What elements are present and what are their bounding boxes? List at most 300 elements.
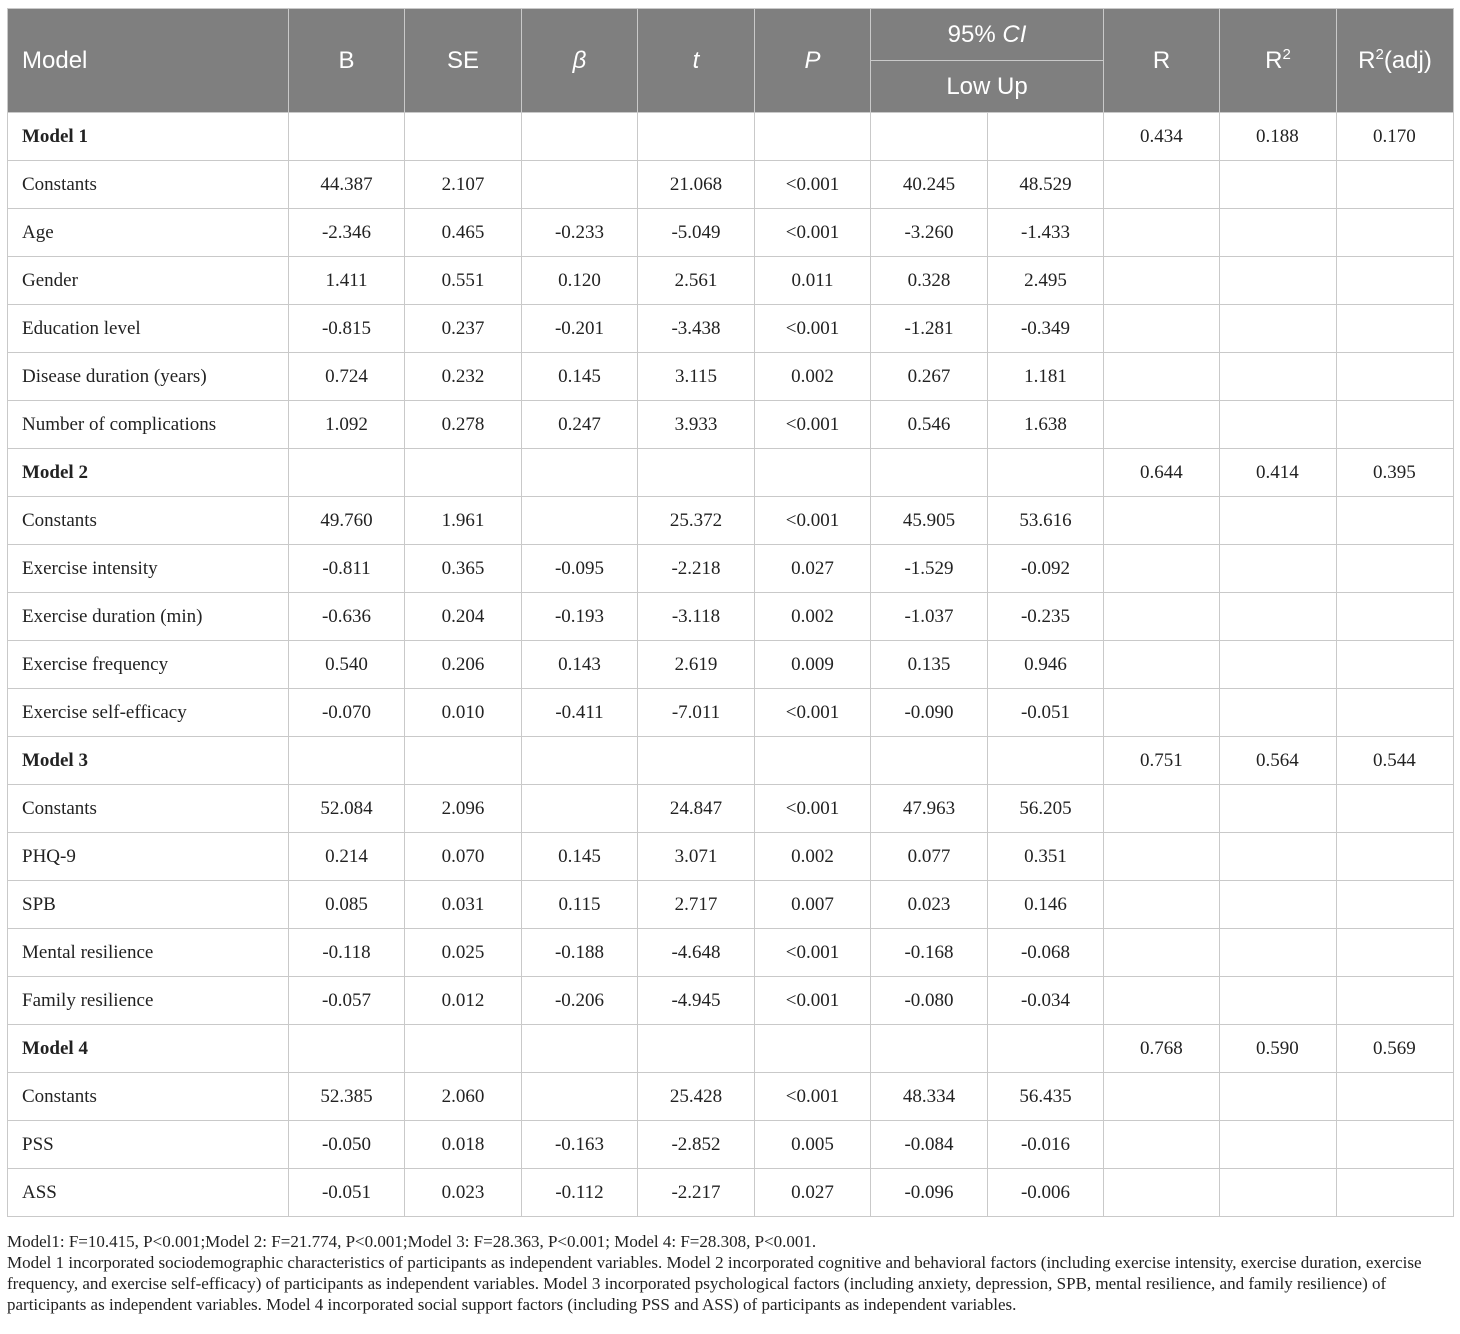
variable-label: PHQ-9 <box>8 833 289 881</box>
t-value: -2.852 <box>638 1121 755 1169</box>
empty-cell <box>1104 497 1220 545</box>
r2adj-value: 0.170 <box>1337 113 1454 161</box>
empty-cell <box>638 1025 755 1073</box>
empty-cell <box>1220 929 1337 977</box>
r-value: 0.768 <box>1104 1025 1220 1073</box>
header-r2adj-base: R <box>1358 46 1376 74</box>
p-value: <0.001 <box>755 1073 871 1121</box>
p-value: 0.002 <box>755 593 871 641</box>
ci-up-value: -1.433 <box>988 209 1104 257</box>
beta-value: -0.201 <box>522 305 638 353</box>
p-value: 0.027 <box>755 545 871 593</box>
r2-value: 0.188 <box>1220 113 1337 161</box>
empty-cell <box>755 113 871 161</box>
empty-cell <box>871 449 988 497</box>
table-row <box>8 209 1454 257</box>
beta-value <box>522 161 638 209</box>
empty-cell <box>871 113 988 161</box>
empty-cell <box>1220 689 1337 737</box>
empty-cell <box>1220 209 1337 257</box>
empty-cell <box>405 737 522 785</box>
empty-cell <box>405 113 522 161</box>
ci-low-value: 0.328 <box>871 257 988 305</box>
empty-cell <box>522 1025 638 1073</box>
table-row <box>8 497 1454 545</box>
empty-cell <box>1104 641 1220 689</box>
empty-cell <box>522 737 638 785</box>
ci-up-value: 48.529 <box>988 161 1104 209</box>
se-value: 0.551 <box>405 257 522 305</box>
empty-cell <box>1220 257 1337 305</box>
notes-description: Model 1 incorporated sociodemographic characteristics of participants as independent variables. Model 2 incorporated cognitive and behavioral factors (including exercise intensity, exercise duration, exercise frequency, and exercise self-efficacy) of participants as independent variables. Model 3 incorporated psychological factors (including anxiety, depression, SPB, mental resilience, and family resilience) of participants as independent variables. Model 4 incorporated social support factors (including PSS and ASS) of participants as independent variables. <box>7 1253 1422 1314</box>
b-value: -0.070 <box>289 689 405 737</box>
r2-value: 0.564 <box>1220 737 1337 785</box>
header-r2-sup: 2 <box>1282 45 1291 63</box>
empty-cell <box>1337 881 1454 929</box>
variable-label: Disease duration (years) <box>8 353 289 401</box>
ci-up-value: -0.006 <box>988 1169 1104 1217</box>
empty-cell <box>405 1025 522 1073</box>
regression-table <box>7 8 1454 1217</box>
empty-cell <box>1337 1073 1454 1121</box>
empty-cell <box>1337 641 1454 689</box>
empty-cell <box>289 113 405 161</box>
r2adj-value: 0.544 <box>1337 737 1454 785</box>
p-value: <0.001 <box>755 785 871 833</box>
table-row <box>8 401 1454 449</box>
ci-low-value: 40.245 <box>871 161 988 209</box>
empty-cell <box>1220 641 1337 689</box>
ci-low-value: 0.267 <box>871 353 988 401</box>
ci-low-value: -0.096 <box>871 1169 988 1217</box>
model-row <box>8 449 1454 497</box>
t-value: 25.372 <box>638 497 755 545</box>
b-value: -0.118 <box>289 929 405 977</box>
ci-low-value: -0.080 <box>871 977 988 1025</box>
empty-cell <box>1337 1169 1454 1217</box>
beta-value: 0.145 <box>522 353 638 401</box>
empty-cell <box>1220 1121 1337 1169</box>
ci-low-value: -1.281 <box>871 305 988 353</box>
se-value: 0.237 <box>405 305 522 353</box>
table-notes <box>7 1231 1453 1315</box>
header-se: SE <box>405 9 522 113</box>
table-row <box>8 881 1454 929</box>
r2-value: 0.590 <box>1220 1025 1337 1073</box>
t-value: 2.561 <box>638 257 755 305</box>
ci-up-value: 56.435 <box>988 1073 1104 1121</box>
empty-cell <box>1104 1169 1220 1217</box>
t-value: 2.717 <box>638 881 755 929</box>
table-row <box>8 977 1454 1025</box>
empty-cell <box>1104 785 1220 833</box>
empty-cell <box>289 1025 405 1073</box>
ci-up-value: -0.068 <box>988 929 1104 977</box>
ci-low-value: 0.135 <box>871 641 988 689</box>
ci-up-value: -0.016 <box>988 1121 1104 1169</box>
empty-cell <box>1220 881 1337 929</box>
empty-cell <box>1220 785 1337 833</box>
ci-low-value: 0.546 <box>871 401 988 449</box>
empty-cell <box>1104 401 1220 449</box>
table-row <box>8 1121 1454 1169</box>
variable-label: Gender <box>8 257 289 305</box>
empty-cell <box>755 449 871 497</box>
ci-low-value: 0.077 <box>871 833 988 881</box>
empty-cell <box>405 449 522 497</box>
model-row <box>8 1025 1454 1073</box>
variable-label: SPB <box>8 881 289 929</box>
ci-up-value: 1.638 <box>988 401 1104 449</box>
p-value: <0.001 <box>755 497 871 545</box>
empty-cell <box>1104 545 1220 593</box>
beta-value: -0.411 <box>522 689 638 737</box>
variable-label: ASS <box>8 1169 289 1217</box>
b-value: -0.050 <box>289 1121 405 1169</box>
header-r2 <box>1220 9 1337 113</box>
empty-cell <box>1337 401 1454 449</box>
empty-cell <box>1337 353 1454 401</box>
ci-low-value: -3.260 <box>871 209 988 257</box>
ci-up-value: 1.181 <box>988 353 1104 401</box>
variable-label: PSS <box>8 1121 289 1169</box>
b-value: 1.092 <box>289 401 405 449</box>
ci-up-value: 0.946 <box>988 641 1104 689</box>
header-r2adj <box>1337 9 1454 113</box>
beta-value: 0.115 <box>522 881 638 929</box>
ci-low-value: 0.023 <box>871 881 988 929</box>
header-r: R <box>1104 9 1220 113</box>
table-row <box>8 305 1454 353</box>
variable-label: Number of complications <box>8 401 289 449</box>
ci-up-value: 0.146 <box>988 881 1104 929</box>
empty-cell <box>1104 1073 1220 1121</box>
empty-cell <box>1337 257 1454 305</box>
empty-cell <box>1104 833 1220 881</box>
p-value: <0.001 <box>755 305 871 353</box>
r-value: 0.751 <box>1104 737 1220 785</box>
t-value: 25.428 <box>638 1073 755 1121</box>
p-value: 0.027 <box>755 1169 871 1217</box>
header-low-up: Low Up <box>871 61 1104 113</box>
t-value: -3.438 <box>638 305 755 353</box>
table-row <box>8 593 1454 641</box>
table-row <box>8 929 1454 977</box>
se-value: 2.096 <box>405 785 522 833</box>
se-value: 0.206 <box>405 641 522 689</box>
b-value: -0.811 <box>289 545 405 593</box>
beta-value: 0.247 <box>522 401 638 449</box>
t-value: 2.619 <box>638 641 755 689</box>
se-value: 0.025 <box>405 929 522 977</box>
empty-cell <box>1220 977 1337 1025</box>
se-value: 1.961 <box>405 497 522 545</box>
ci-up-value: -0.349 <box>988 305 1104 353</box>
variable-label: Constants <box>8 785 289 833</box>
variable-label: Exercise self-efficacy <box>8 689 289 737</box>
b-value: 0.085 <box>289 881 405 929</box>
beta-value: -0.188 <box>522 929 638 977</box>
empty-cell <box>1104 353 1220 401</box>
empty-cell <box>988 449 1104 497</box>
ci-up-value: 2.495 <box>988 257 1104 305</box>
empty-cell <box>289 737 405 785</box>
se-value: 0.278 <box>405 401 522 449</box>
p-value: <0.001 <box>755 689 871 737</box>
se-value: 0.023 <box>405 1169 522 1217</box>
header-r2-base: R <box>1265 46 1283 74</box>
se-value: 0.465 <box>405 209 522 257</box>
b-value: 52.084 <box>289 785 405 833</box>
empty-cell <box>1220 401 1337 449</box>
header-p: P <box>755 9 871 113</box>
empty-cell <box>1337 833 1454 881</box>
variable-label: Age <box>8 209 289 257</box>
table-row <box>8 833 1454 881</box>
empty-cell <box>1104 689 1220 737</box>
ci-up-value: 53.616 <box>988 497 1104 545</box>
ci-up-value: 56.205 <box>988 785 1104 833</box>
model-row <box>8 737 1454 785</box>
empty-cell <box>638 737 755 785</box>
ci-up-value: -0.051 <box>988 689 1104 737</box>
p-value: <0.001 <box>755 977 871 1025</box>
se-value: 0.031 <box>405 881 522 929</box>
table-row <box>8 1073 1454 1121</box>
beta-value: -0.112 <box>522 1169 638 1217</box>
b-value: 52.385 <box>289 1073 405 1121</box>
b-value: -0.636 <box>289 593 405 641</box>
empty-cell <box>1337 209 1454 257</box>
empty-cell <box>1337 545 1454 593</box>
empty-cell <box>1337 593 1454 641</box>
empty-cell <box>638 449 755 497</box>
beta-value <box>522 1073 638 1121</box>
p-value: <0.001 <box>755 161 871 209</box>
t-value: -2.218 <box>638 545 755 593</box>
model-row <box>8 113 1454 161</box>
p-value: <0.001 <box>755 401 871 449</box>
model-label: Model 4 <box>8 1025 289 1073</box>
empty-cell <box>1104 161 1220 209</box>
empty-cell <box>1337 497 1454 545</box>
p-value: 0.007 <box>755 881 871 929</box>
empty-cell <box>1337 977 1454 1025</box>
empty-cell <box>522 449 638 497</box>
t-value: -4.945 <box>638 977 755 1025</box>
b-value: -2.346 <box>289 209 405 257</box>
empty-cell <box>755 737 871 785</box>
ci-low-value: -1.529 <box>871 545 988 593</box>
empty-cell <box>1220 497 1337 545</box>
notes-fstats: Model1: F=10.415, P<0.001;Model 2: F=21.774, P<0.001;Model 3: F=28.363, P<0.001; Model 4: F=28.308, P<0.001. <box>7 1232 817 1251</box>
empty-cell <box>1104 593 1220 641</box>
beta-value: -0.163 <box>522 1121 638 1169</box>
ci-low-value: -0.168 <box>871 929 988 977</box>
beta-value: -0.095 <box>522 545 638 593</box>
p-value: 0.009 <box>755 641 871 689</box>
header-r2adj-suffix: (adj) <box>1383 46 1432 74</box>
table-row <box>8 1169 1454 1217</box>
variable-label: Constants <box>8 161 289 209</box>
ci-low-value: 45.905 <box>871 497 988 545</box>
header-ci <box>871 9 1104 61</box>
se-value: 0.070 <box>405 833 522 881</box>
empty-cell <box>1104 881 1220 929</box>
empty-cell <box>1220 353 1337 401</box>
b-value: -0.057 <box>289 977 405 1025</box>
beta-value: 0.145 <box>522 833 638 881</box>
empty-cell <box>1337 305 1454 353</box>
beta-value: 0.143 <box>522 641 638 689</box>
p-value: 0.002 <box>755 833 871 881</box>
beta-value: -0.233 <box>522 209 638 257</box>
header-beta: β <box>522 9 638 113</box>
r2adj-value: 0.395 <box>1337 449 1454 497</box>
table-row <box>8 689 1454 737</box>
empty-cell <box>289 449 405 497</box>
ci-low-value: 48.334 <box>871 1073 988 1121</box>
ci-low-value: -0.090 <box>871 689 988 737</box>
se-value: 0.018 <box>405 1121 522 1169</box>
empty-cell <box>1337 689 1454 737</box>
r-value: 0.434 <box>1104 113 1220 161</box>
empty-cell <box>1220 1073 1337 1121</box>
empty-cell <box>988 113 1104 161</box>
table-row <box>8 161 1454 209</box>
variable-label: Constants <box>8 497 289 545</box>
empty-cell <box>1104 1121 1220 1169</box>
table-row <box>8 545 1454 593</box>
empty-cell <box>1220 1169 1337 1217</box>
ci-low-value: -1.037 <box>871 593 988 641</box>
header-model: Model <box>8 9 289 113</box>
table-header <box>8 9 1454 113</box>
beta-value: 0.120 <box>522 257 638 305</box>
model-label: Model 3 <box>8 737 289 785</box>
empty-cell <box>1337 161 1454 209</box>
b-value: 1.411 <box>289 257 405 305</box>
t-value: -5.049 <box>638 209 755 257</box>
empty-cell <box>638 113 755 161</box>
empty-cell <box>522 113 638 161</box>
r2adj-value: 0.569 <box>1337 1025 1454 1073</box>
t-value: 3.071 <box>638 833 755 881</box>
p-value: 0.011 <box>755 257 871 305</box>
table-row <box>8 785 1454 833</box>
variable-label: Exercise duration (min) <box>8 593 289 641</box>
empty-cell <box>1220 833 1337 881</box>
empty-cell <box>1104 257 1220 305</box>
t-value: 3.115 <box>638 353 755 401</box>
t-value: -7.011 <box>638 689 755 737</box>
header-ci-prefix: 95% <box>947 20 1003 48</box>
empty-cell <box>755 1025 871 1073</box>
empty-cell <box>1220 593 1337 641</box>
se-value: 0.010 <box>405 689 522 737</box>
empty-cell <box>1337 1121 1454 1169</box>
table-row <box>8 641 1454 689</box>
p-value: <0.001 <box>755 209 871 257</box>
empty-cell <box>988 737 1104 785</box>
table-row <box>8 257 1454 305</box>
ci-up-value: 0.351 <box>988 833 1104 881</box>
model-label: Model 1 <box>8 113 289 161</box>
t-value: 24.847 <box>638 785 755 833</box>
se-value: 0.012 <box>405 977 522 1025</box>
empty-cell <box>1104 305 1220 353</box>
beta-value: -0.193 <box>522 593 638 641</box>
empty-cell <box>1220 545 1337 593</box>
variable-label: Family resilience <box>8 977 289 1025</box>
b-value: 0.540 <box>289 641 405 689</box>
p-value: 0.002 <box>755 353 871 401</box>
beta-value: -0.206 <box>522 977 638 1025</box>
p-value: <0.001 <box>755 929 871 977</box>
b-value: 0.214 <box>289 833 405 881</box>
header-ci-italic: CI <box>1002 20 1027 48</box>
table-body <box>8 113 1454 1217</box>
empty-cell <box>1104 209 1220 257</box>
t-value: -3.118 <box>638 593 755 641</box>
b-value: 0.724 <box>289 353 405 401</box>
empty-cell <box>1220 305 1337 353</box>
beta-value <box>522 785 638 833</box>
b-value: 49.760 <box>289 497 405 545</box>
empty-cell <box>988 1025 1104 1073</box>
variable-label: Education level <box>8 305 289 353</box>
header-r2adj-sup: 2 <box>1375 45 1384 63</box>
variable-label: Exercise intensity <box>8 545 289 593</box>
se-value: 0.232 <box>405 353 522 401</box>
ci-up-value: -0.034 <box>988 977 1104 1025</box>
header-b: B <box>289 9 405 113</box>
se-value: 0.365 <box>405 545 522 593</box>
t-value: -2.217 <box>638 1169 755 1217</box>
empty-cell <box>871 1025 988 1073</box>
empty-cell <box>1104 977 1220 1025</box>
se-value: 2.060 <box>405 1073 522 1121</box>
r-value: 0.644 <box>1104 449 1220 497</box>
model-label: Model 2 <box>8 449 289 497</box>
empty-cell <box>1220 161 1337 209</box>
r2-value: 0.414 <box>1220 449 1337 497</box>
ci-up-value: -0.092 <box>988 545 1104 593</box>
empty-cell <box>1104 929 1220 977</box>
empty-cell <box>871 737 988 785</box>
variable-label: Exercise frequency <box>8 641 289 689</box>
t-value: 3.933 <box>638 401 755 449</box>
b-value: -0.051 <box>289 1169 405 1217</box>
b-value: 44.387 <box>289 161 405 209</box>
ci-low-value: 47.963 <box>871 785 988 833</box>
ci-up-value: -0.235 <box>988 593 1104 641</box>
regression-table-container <box>7 8 1453 1217</box>
t-value: -4.648 <box>638 929 755 977</box>
se-value: 0.204 <box>405 593 522 641</box>
beta-value <box>522 497 638 545</box>
empty-cell <box>1337 929 1454 977</box>
p-value: 0.005 <box>755 1121 871 1169</box>
header-t: t <box>638 9 755 113</box>
ci-low-value: -0.084 <box>871 1121 988 1169</box>
variable-label: Mental resilience <box>8 929 289 977</box>
empty-cell <box>1337 785 1454 833</box>
se-value: 2.107 <box>405 161 522 209</box>
table-row <box>8 353 1454 401</box>
b-value: -0.815 <box>289 305 405 353</box>
variable-label: Constants <box>8 1073 289 1121</box>
